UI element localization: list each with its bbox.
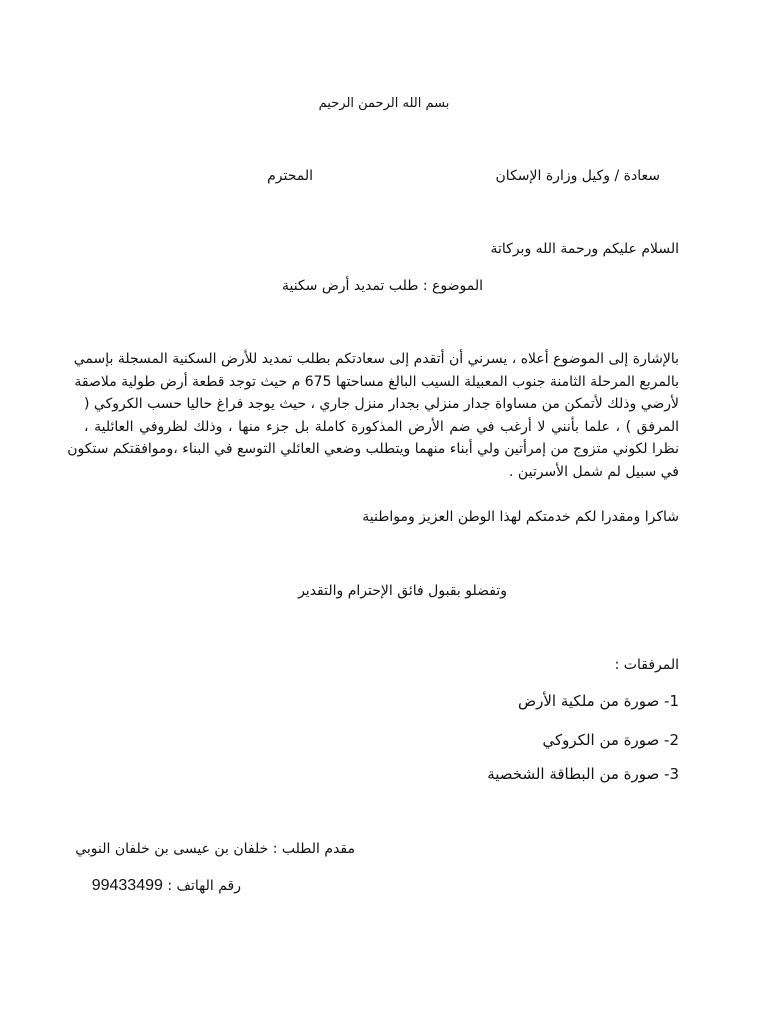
subject-line: الموضوع : طلب تمديد أرض سكنية [281, 278, 483, 294]
phone-number: 99433499 [91, 877, 163, 894]
basmala-heading: بسم الله الرحمن الرحيم [318, 96, 450, 111]
attachment-item: 1- صورة من ملكية الأرض [517, 692, 679, 710]
body-line: بالإشارة إلى الموضوع أعلاه ، يسرني أن أتقدم إلى سعادتكم بطلب تمديد للأرض السكنية المسجلة بإسمي [73, 351, 679, 367]
attachment-item: 2- صورة من الكروكي [542, 731, 679, 749]
body-line: المرفق ) ، علما بأنني لا أرغب في ضم الأرض المذكورة كاملة بل جزء منها ، وذلك لظروفي العائلية ، [84, 418, 679, 435]
attachments-title: المرفقات : [614, 657, 679, 673]
attachment-item: 3- صورة من البطاقة الشخصية [487, 765, 679, 783]
thanks-line: شاكرا ومقدرا لكم خدمتكم لهذا الوطن العزيز ومواطنية [362, 509, 679, 525]
letter-body [67, 348, 679, 483]
honorific: المحترم [267, 168, 313, 184]
closing-line: وتفضلو بقبول فائق الإحترام والتقدير [298, 583, 507, 599]
phone-label: رقم الهاتف : [167, 878, 241, 894]
body-line: في سبيل لم شمل الأسرتين . [509, 463, 679, 480]
body-line: لأرضي وذلك لأتمكن من مساواة جدار منزلي بجدار منزل جاري ، حيث يوجد فراغ حاليا حسب الكروكي ( [84, 396, 679, 412]
applicant-name: مقدم الطلب : خلفان بن عيسى بن خلفان النوبي [75, 841, 355, 857]
greeting: السلام عليكم ورحمة الله وبركاتة [490, 241, 679, 257]
body-line: نظرا لكوني متزوج من إمرأتين ولي أبناء منهما ويتطلب وضعي العائلي التوسع في البناء ،وموافقتكم ستكون [67, 441, 679, 457]
phone-line [92, 877, 241, 895]
addressee: سعادة / وكيل وزارة الإسكان [495, 168, 660, 184]
body-line: بالمربع المرحلة الثامنة جنوب المعبيلة السيب البالغ مساحتها 675 م حيث توجد قطعة أرض طولية ملاصقة [74, 373, 679, 390]
